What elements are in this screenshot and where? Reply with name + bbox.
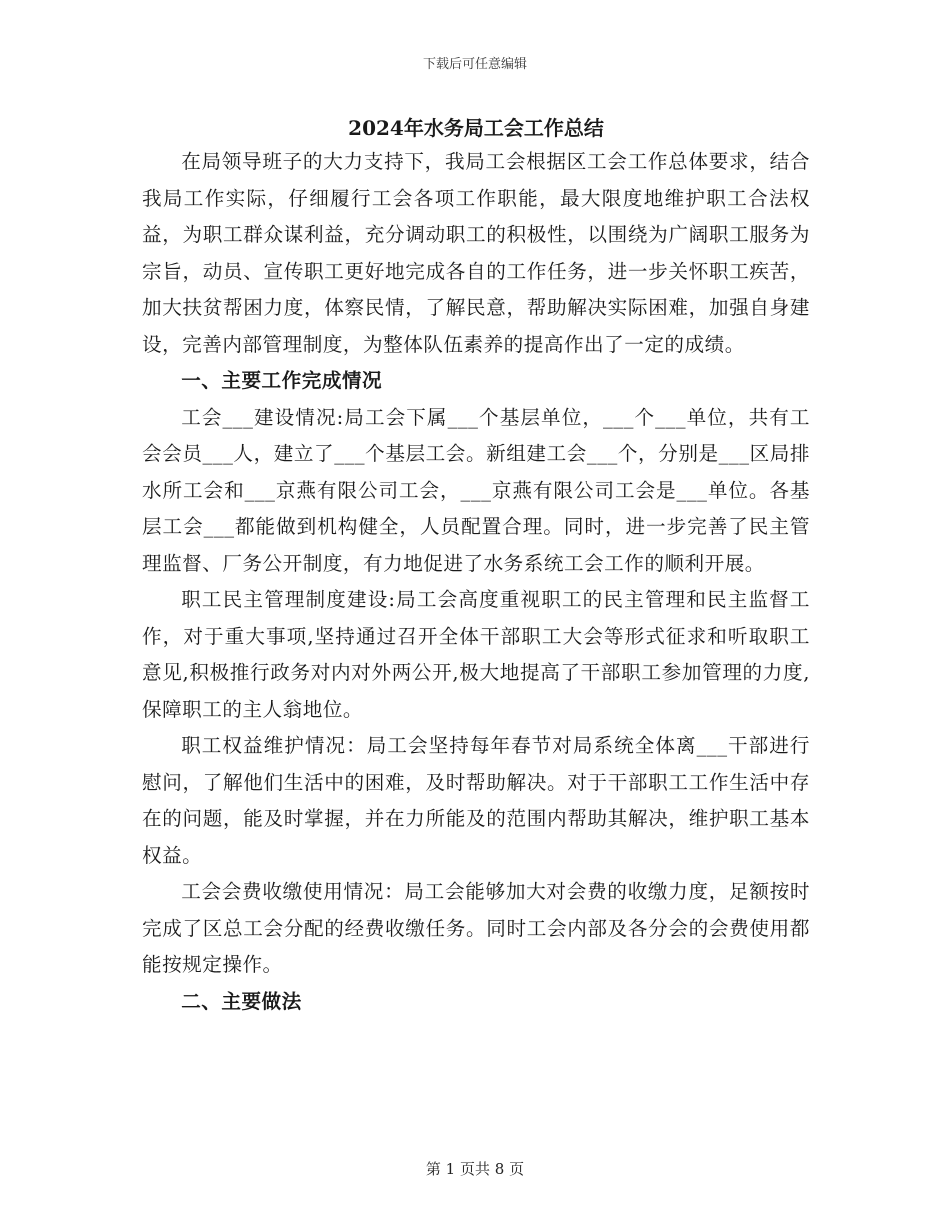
header-note: 下载后可任意编辑 [422,57,527,72]
section-heading-1: 一、主要工作完成情况 [181,369,383,392]
intro-paragraph: 在局领导班子的大力支持下，我局工会根据区工会工作总体要求，结合我局工作实际，仔细履行工会各项工作职能，最大限度地维护职工合法权益，为职工群众谋利益，充分调动职工的积极性，以围绕为广阔职工服务为宗旨，动员、宣传职工更好地完成各自的工作任务，进一步关怀职工疾苦，加大扶贫帮困力度，体察民情，了解民意，帮助解决实际困难，加强自身建设，完善内部管理制度，为整体队伍素养的提高作出了一定的成绩。 [142,150,810,356]
paragraph-dues-collection: 工会会费收缴使用情况：局工会能够加大对会费的收缴力度，足额按时完成了区总工会分配的经费收缴任务。同时工会内部及各分会的会费使用都能按规定操作。 [142,880,810,976]
document-body [142,112,810,1020]
paragraph-rights-protection: 职工权益维护情况：局工会坚持每年春节对局系统全体离___干部进行慰问，了解他们生活中的困难，及时帮助解决。对于干部职工工作生活中存在的问题，能及时掌握，并在力所能及的范围内帮助其解决，维护职工基本权益。 [142,734,810,867]
section-heading-2: 二、主要做法 [181,989,302,1013]
paragraph-democratic-management: 职工民主管理制度建设:局工会高度重视职工的民主管理和民主监督工作，对于重大事项,坚持通过召开全体干部职工大会等形式征求和听取职工意见,积极推行政务对内对外两公开,极大地提高了干部职工参加管理的力度,保障职工的主人翁地位。 [142,588,810,721]
document-title: 2024年水务局工会工作总结 [348,116,604,140]
page-number: 第 1 页共 8 页 [425,1160,525,1178]
paragraph-union-construction: 工会___建设情况:局工会下属___个基层单位，___个___单位，共有工会会员___人，建立了___个基层工会。新组建工会___个，分别是___区局排水所工会和___京燕有限公司工会，___京燕有限公司工会是___单位。各基层工会___都能做到机构健全，人员配置合理。同时，进一步完善了民主管理监督、厂务公开制度，有力地促进了水务系统工会工作的顺利开展。 [142,405,810,575]
